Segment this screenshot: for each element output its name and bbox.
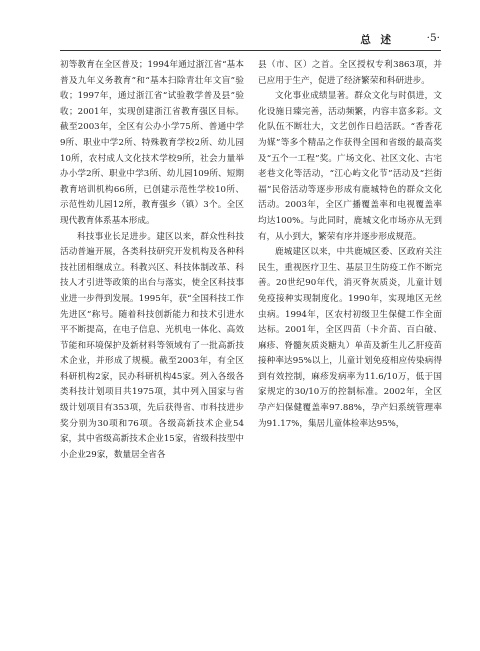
header-rule [60,50,441,51]
paragraph: 文化事业成绩显著。群众文化与时俱进，文化设施日臻完善，活动频繁，内容丰富多彩。文化队伍不断壮大，文艺创作日趋活跃。“香香花为媒”等多个精品之作获得全国和省级的最高奖及“五个一工程”奖。广场文化、社区文化、古宅老巷文化等活动，“江心屿文化节”活动及“拦街福”民俗活动等逐步形成有鹿城特色的群众文化活动。2003年，全区广播覆盖率和电视覆盖率均达100%。与此同时，鹿城文化市场亦从无到有，从小到大，繁荣有序并逐步形成规范。 [258,91,442,242]
left-column [60,58,244,463]
paragraph: 县（市、区）之首。全区授权专利3863项，并已应用于生产，促进了经济繁荣和科研进步。 [258,60,442,86]
running-header [0,32,440,48]
chapter-title: 总 述 [360,34,394,46]
right-column [258,58,442,432]
paragraph: 初等教育在全区普及；1994年通过浙江省“基本普及九年义务教育”和“基本扫除青壮年文盲”验收；1997年，通过浙江省“试验教学普及县”验收；2001年，实现创建浙江省教育强区目标。截至2003年，全区有公办小学75所、普通中学9所、职业中学2所、特殊教育学校2所、幼儿园10所，农村成人文化技术学校9所，社会力量举办小学2所、职业中学3所、幼儿园109所、短期教育培训机构66所，已创建示范性学校10所、示范性幼儿园12所，教育强乡（镇）3个。全区现代教育体系基本形成。 [60,60,244,226]
page-number: ·5· [426,32,440,44]
paragraph: 科技事业长足进步。建区以来，群众性科技活动普遍开展，各类科技研究开发机构及各种科技社团相继成立。科教兴区、科技体制改革、科技人才引进等政策的出台与落实，使全区科技事业进一步得到发展。1995年，获“全国科技工作先进区”称号。随着科技创新能力和技术引进水平不断提高，在电子信息、光机电一体化、高效节能和环境保护及新材料等领域有了一批高新技术企业，并形成了规模。截至2003年，有全区科研机构2家，民办科研机构45家。列入各级各类科技计划项目共1975项，其中列入国家与省级计划项目有353项，先后获得省、市科技进步奖分别为30项和76项。各级高新技术企业54家，其中省级高新技术企业15家，省级科技型中小企业29家，数量居全省各 [60,231,244,460]
paragraph: 鹿城建区以来，中共鹿城区委、区政府关注民生，重视医疗卫生、基层卫生防疫工作不断完善。20世纪90年代，消灭脊灰质炎，儿童计划免疫接种实现制度化。1990年，实现地区无丝虫病。1994年，区农村初级卫生保健工作全面达标。2001年，全区四苗（卡介苗、百白破、麻疹、脊髓灰质炎糖丸）单苗及新生儿乙肝疫苗接种率达95%以上，儿童计划免疫相应传染病得到有效控制，麻疹发病率为11.6/10万，低于国家规定的30/10万的控制标准。2002年，全区孕产妇保健覆盖率97.88%，孕产妇系统管理率为91.17%，集居儿童体检率达95%， [258,247,442,429]
